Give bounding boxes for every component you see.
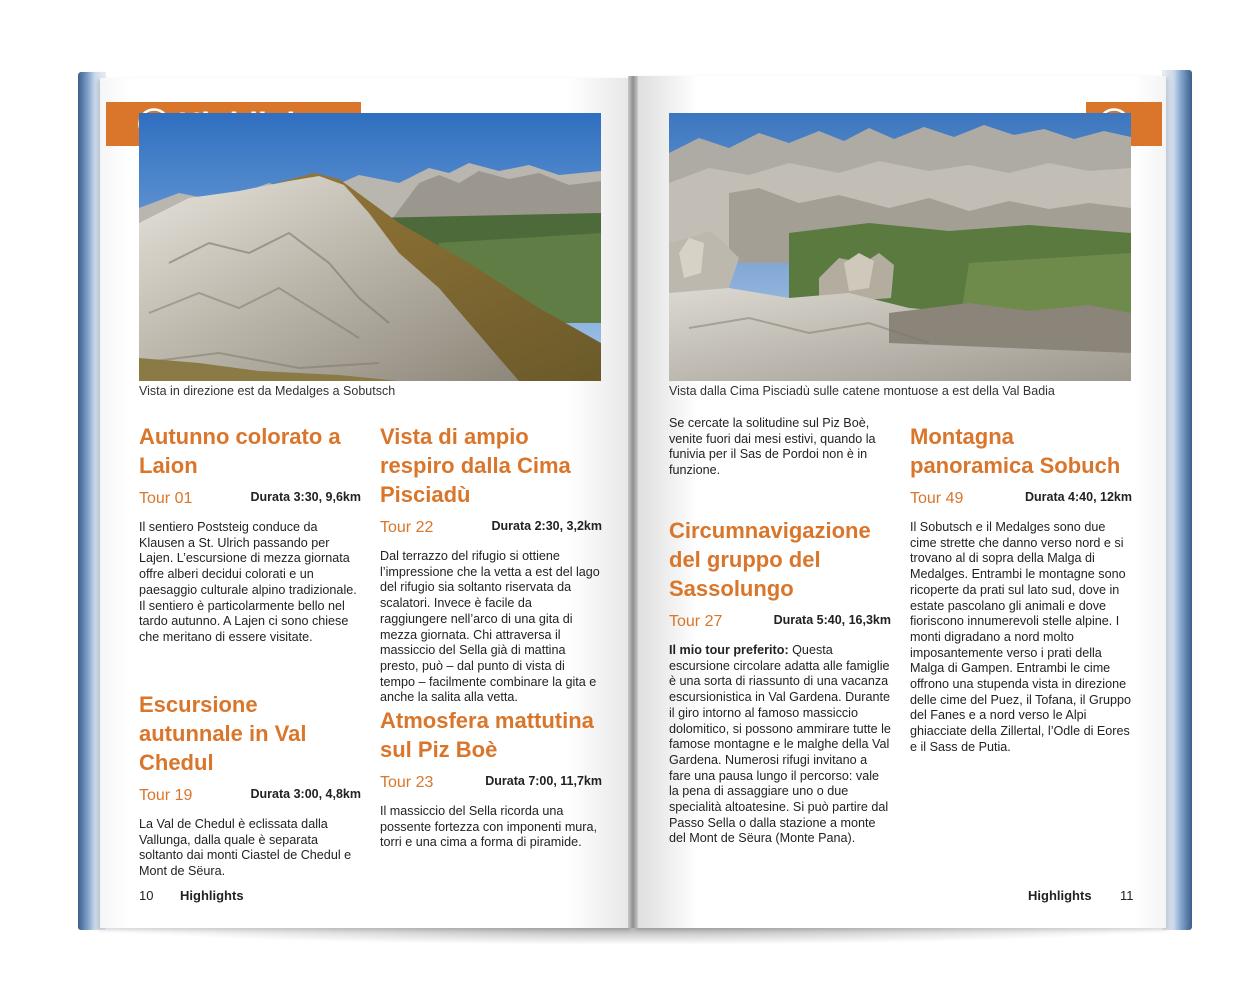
book-gutter — [628, 76, 638, 928]
article-title: Escursione autunnale in Val Chedul — [139, 692, 307, 775]
article-body: Questa escursione circolare adatta alle famiglie è una sorta di riassunto di una vacanza escursionistica in Val Gardena. Durante il giro intorno al famoso massiccio dolomitico, si possono ammirare tutte le famose montagne e le malghe della Val Gardena. Numerosi rifugi invitano a fare una pausa lungo il percorso: vale la pena di assaggiare uno o due specialità altoatesine. Si può partire dal Passo Sella o dalla stazione a monte del Mont de Sëura (Monte Pana). — [669, 643, 891, 846]
tour-info — [910, 488, 1132, 510]
tour-number: Tour 19 — [139, 787, 193, 804]
article-title: Atmosfera mattutina sul Piz Boè — [380, 708, 594, 762]
tour-number: Tour 27 — [669, 613, 723, 630]
running-head-left — [180, 888, 244, 903]
tour-info — [380, 772, 602, 794]
continued-text-block — [669, 416, 891, 479]
article-text: Il massiccio del Sella ricorda una possente fortezza con imponenti mura, torri e una cima a forma di piramide. — [380, 804, 598, 850]
article-text: Il sentiero Poststeig conduce da Klausen a St. Ulrich passando per Lajen. L’escursione di mezza giornata offre alberi decidui colorati e un paesaggio culturale alpino tradizionale. Il sentiero è particolarmente bello nel tardo autunno. A Lajen ci sono chiese che meritano di essere visitate. — [139, 520, 357, 644]
article-title: Autunno colorato a Laion — [139, 424, 341, 478]
running-head-text: Highlights — [180, 888, 244, 903]
tour-duration: Durata 5:40, 16,3km — [773, 613, 891, 627]
continued-text: Se cercate la solitudine sul Piz Boè, venite fuori dai mesi estivi, quando la funivia per il Sas de Pordoi non è in funzione. — [669, 416, 876, 478]
mountain-photo-right — [669, 113, 1131, 381]
article-text: Dal terrazzo del rifugio si ottiene l’impressione che la vetta a est del lago del rifugio sia soltanto riservata da scalatori. Invece è facile da raggiungere nell’arco di una gita di mezza giornata. Chi attraversa il massiccio del Sella già di mattina presto, può – dal punto di vista di tempo – facilmente combinare la gita e anche la salita alla vetta. — [380, 549, 600, 705]
running-head-right — [1028, 888, 1092, 903]
book-cover-edge-right — [1162, 70, 1192, 930]
mountain-photo-left — [139, 113, 601, 381]
article-text: La Val de Chedul è eclissata dalla Vallunga, dalla quale è separata soltanto dai monti Ciastel de Chedul e Mont de Sëura. — [139, 817, 352, 879]
article-cima-pisciadu — [380, 422, 602, 706]
article-text: Il Sobutsch e il Medalges sono due cime strette che danno verso nord e si trovano al di sopra della Malga di Medalges. Entrambi le montagne sono ricoperte da prati sul lato sud, dove in estate pascolano gli animali e dove fioriscono innumerevoli stelle alpine. I monti digradano a nord molto imposantemente verso i prati della Malga di Gampen. Entrambi le cime offrono una stupenda vista in direzione delle cime del Puez, il Tofana, il Gruppo del Fanes e a nord verso le Alpi ghiacciate della Zillertal, l’Odle di Eores e il Sass de Putia. — [910, 520, 1131, 754]
article-text — [669, 643, 891, 847]
tour-duration: Durata 3:30, 9,6km — [250, 490, 361, 504]
tour-duration: Durata 4:40, 12km — [1024, 490, 1132, 504]
tour-duration: Durata 3:00, 4,8km — [250, 787, 361, 801]
tour-duration: Durata 7:00, 11,7km — [485, 774, 602, 788]
page-number-left: 10 — [139, 888, 154, 903]
tour-number: Tour 49 — [910, 490, 964, 507]
article-title: Montagna panoramica Sobuch — [910, 424, 1121, 478]
tour-number: Tour 01 — [139, 490, 193, 507]
tour-duration: Durata 2:30, 3,2km — [491, 519, 602, 533]
tour-number: Tour 23 — [380, 774, 434, 791]
photo-caption-left: Vista in direzione est da Medalges a Sobutsch — [139, 384, 396, 398]
article-piz-boe — [380, 706, 602, 851]
article-lead: Il mio tour preferito: — [669, 643, 789, 657]
tour-info — [669, 611, 891, 633]
tour-info — [380, 517, 602, 539]
article-val-chedul — [139, 690, 361, 880]
article-sassolungo — [669, 516, 891, 847]
tour-number: Tour 22 — [380, 519, 434, 536]
page-number-right: 11 — [1120, 888, 1134, 903]
article-title: Circumnavigazione del gruppo del Sassolungo — [669, 518, 871, 601]
article-title: Vista di ampio respiro dalla Cima Pisciadù — [380, 424, 571, 507]
tour-info — [139, 785, 361, 807]
running-head-text: Highlights — [1028, 888, 1092, 903]
article-sobuch — [910, 422, 1132, 756]
photo-caption-right: Vista dalla Cima Pisciadù sulle catene montuose a est della Val Badia — [669, 384, 1055, 398]
article-autunno-laion — [139, 422, 361, 646]
tour-info — [139, 488, 361, 510]
